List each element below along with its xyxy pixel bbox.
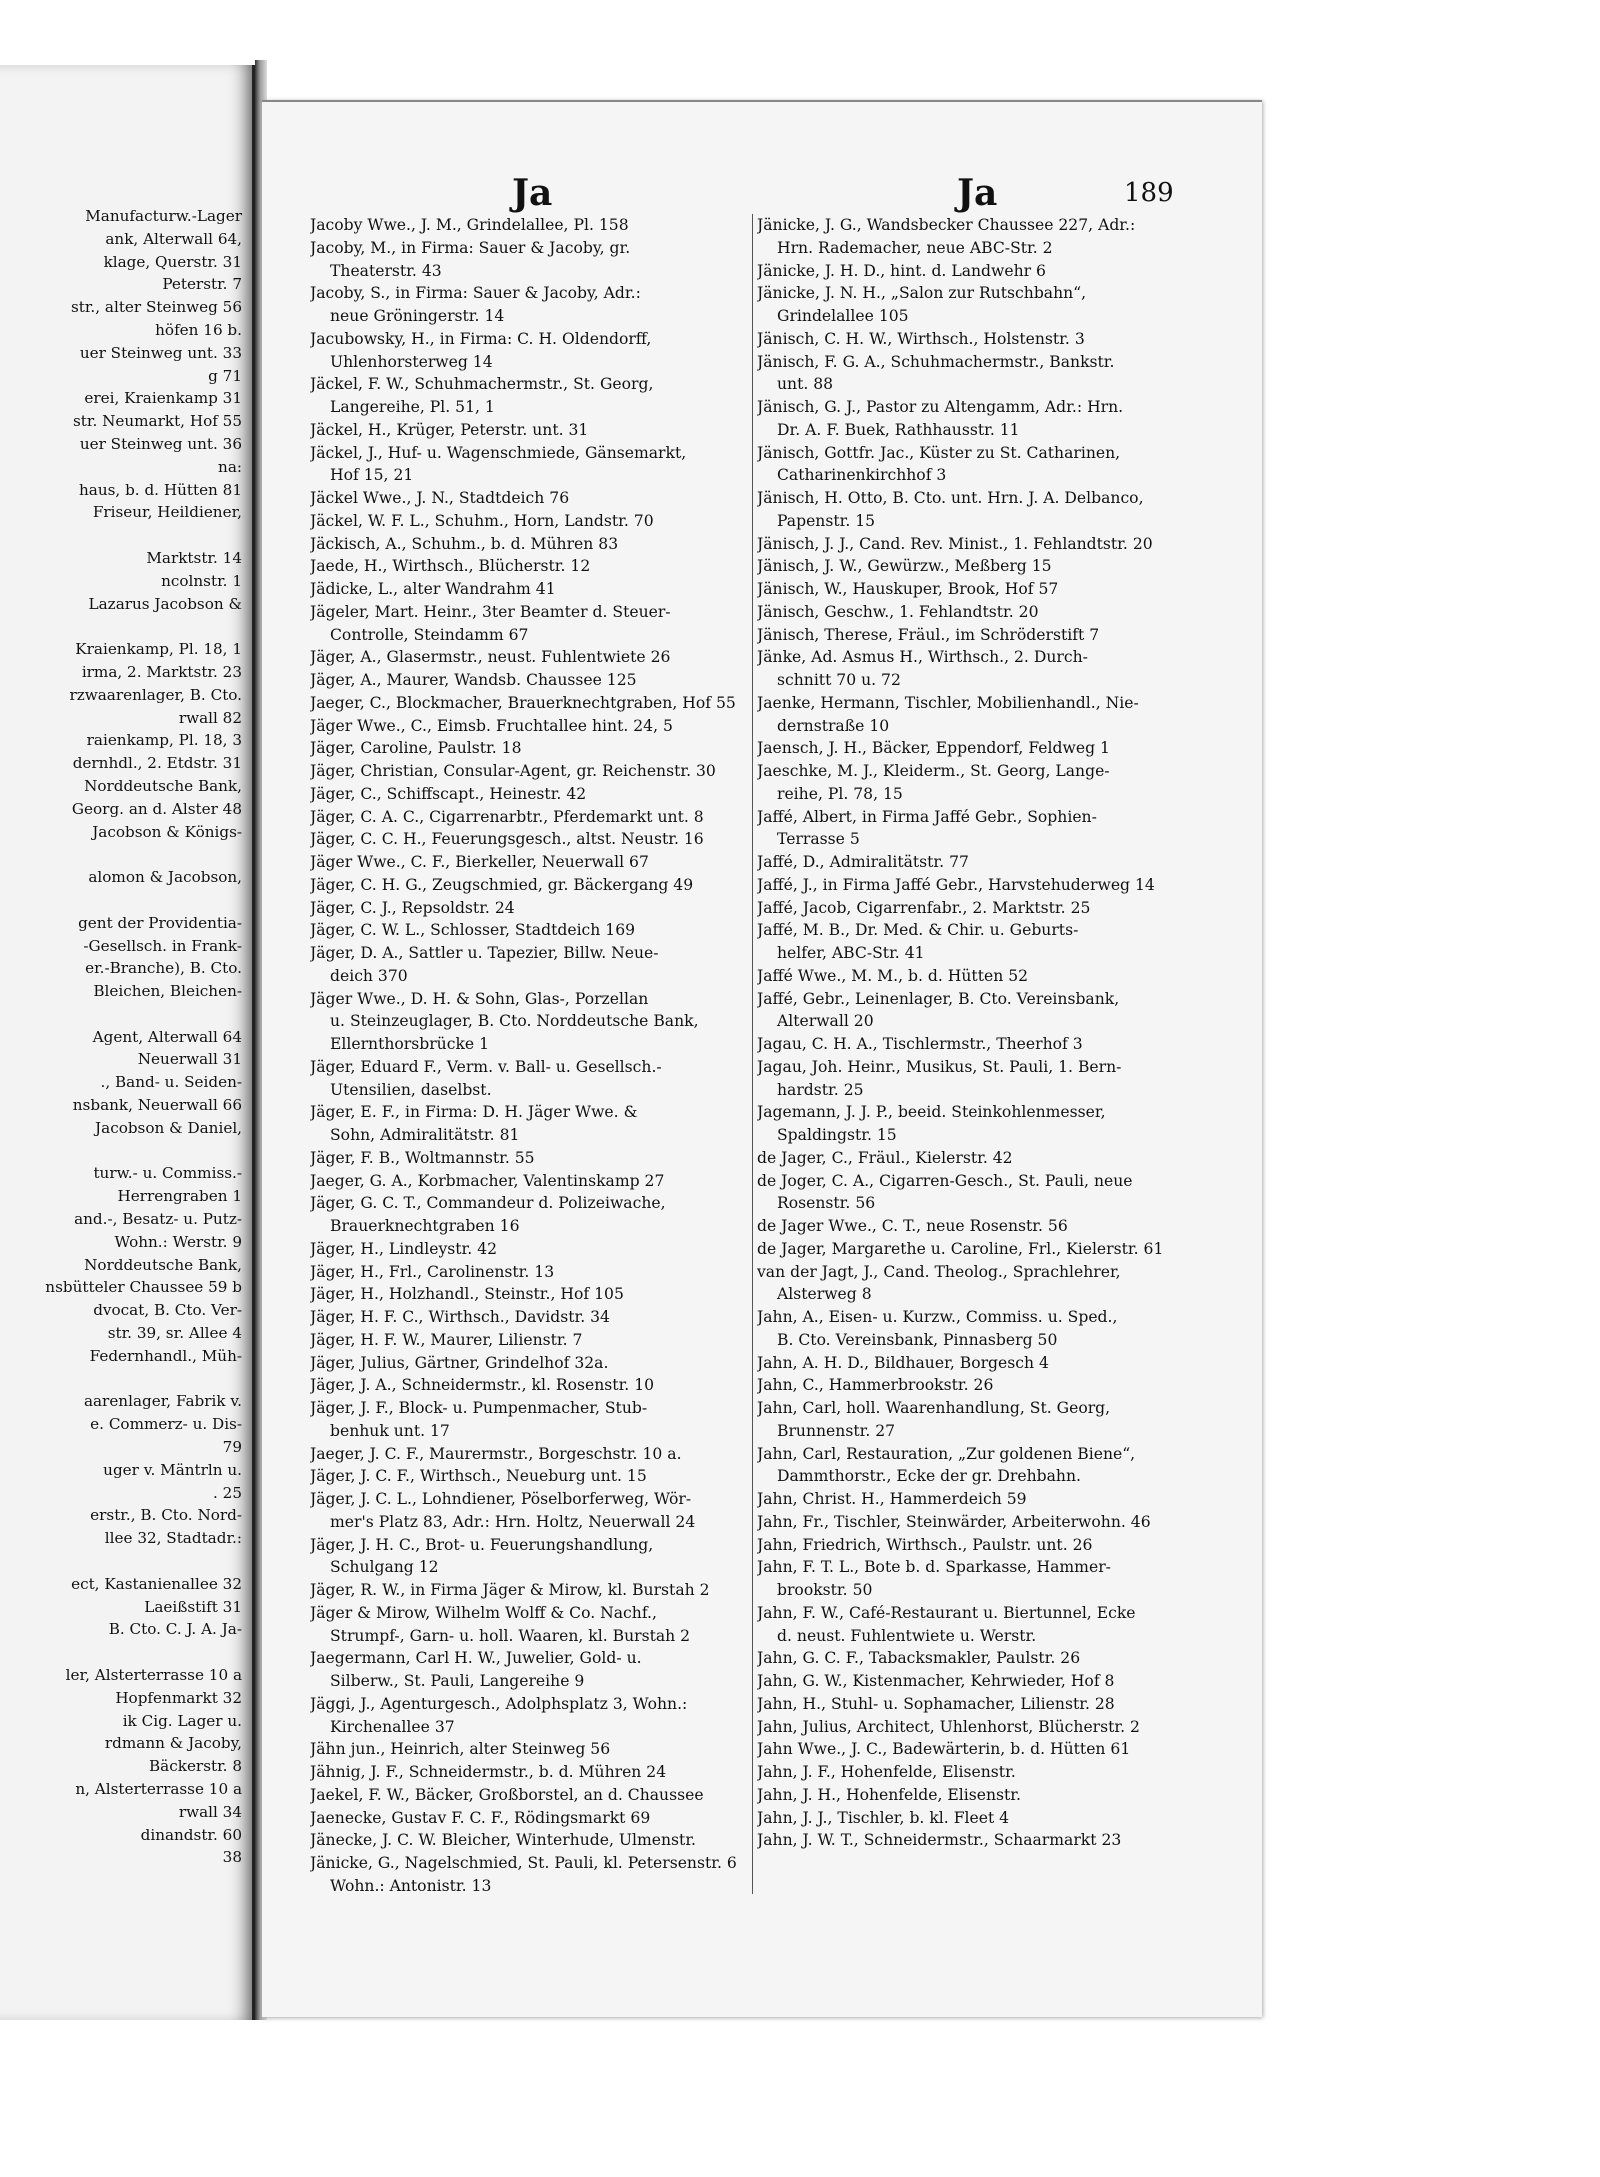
directory-entry-line: . 25 (213, 1483, 242, 1502)
directory-entry-line: ncolnstr. 1 (161, 571, 242, 590)
directory-entry-line: Jäger, J. A., Schneidermstr., kl. Rosenstr. 10 (310, 1376, 655, 1395)
directory-entry-line: Jänicke, J. N. H., „Salon zur Rutschbahn“, (757, 284, 1087, 303)
directory-entry-line: dernhdl., 2. Etdstr. 31 (72, 754, 242, 773)
directory-entry-line: Jahn, Carl, holl. Waarenhandlung, St. Georg, (757, 1399, 1111, 1417)
directory-entry-line: Jäger, C. H. G., Zeugschmied, gr. Bäckergang 49 (310, 875, 694, 894)
directory-entry-line: Jahn, Carl, Restauration, „Zur goldenen Biene“, (757, 1444, 1136, 1463)
directory-entry-line (0, 615, 248, 638)
directory-entry-line: turw.- u. Commiss.- (93, 1164, 242, 1183)
directory-entry-line: Jäger, J. H. C., Brot- u. Feuerungshandlung, (310, 1535, 654, 1554)
directory-entry-line: uer Steinweg unt. 33 (79, 343, 242, 362)
directory-entry-line: Jaffé Wwe., M. M., b. d. Hütten 52 (757, 966, 1029, 985)
directory-entry-line: Norddeutsche Bank, (84, 776, 242, 795)
directory-entry-line: Jänisch, J. J., Cand. Rev. Minist., 1. Fehlandtstr. 20 (757, 534, 1153, 553)
directory-entry-line: Norddeutsche Bank, (84, 1255, 242, 1274)
directory-entry-line: Jäger Wwe., D. H. & Sohn, Glas-, Porzellan (310, 989, 649, 1008)
directory-entry-line: uer Steinweg unt. 36 (79, 434, 242, 453)
directory-entry-line: Jaenecke, Gustav F. C. F., Rödingsmarkt 69 (310, 1808, 651, 1827)
directory-entry-line: Jagemann, J. J. P., beeid. Steinkohlenmesser, (757, 1103, 1106, 1122)
directory-entry-line: Controlle, Steindamm 67 (330, 625, 529, 644)
directory-entry-line: Jaeger, C., Blockmacher, Brauerknechtgraben, Hof 55 (310, 693, 736, 712)
directory-entry-line: Jänisch, H. Otto, B. Cto. unt. Hrn. J. A. Delbanco, (757, 489, 1144, 507)
directory-entry-line: Jäger, Caroline, Paulstr. 18 (310, 739, 522, 758)
directory-entry-line: Jaeschke, M. J., Kleiderm., St. Georg, Lange- (757, 762, 1110, 780)
directory-entry-line: Jaffé, Gebr., Leinenlager, B. Cto. Vereinsbank, (757, 989, 1120, 1008)
directory-entry-line: brookstr. 50 (777, 1581, 873, 1599)
directory-entry-line: Jaffé, M. B., Dr. Med. & Chir. u. Geburts- (757, 921, 1079, 940)
directory-entry-line: rdmann & Jacoby, (104, 1734, 242, 1753)
directory-entry-line: Bäckerstr. 8 (149, 1757, 242, 1776)
directory-entry-line: Federnhandl., Müh- (89, 1346, 242, 1365)
directory-entry-line: neue Gröningerstr. 14 (330, 307, 505, 325)
directory-entry-line: reihe, Pl. 78, 15 (777, 784, 903, 803)
directory-entry-line: Jäger, F. B., Woltmannstr. 55 (310, 1148, 535, 1167)
directory-entry-line: erstr., B. Cto. Nord- (90, 1506, 242, 1525)
directory-entry-line: Jäger, C. C. H., Feuerungsgesch., altst. Neustr. 16 (310, 830, 704, 849)
directory-entry-line: deich 370 (330, 966, 408, 985)
header-left: Ja (512, 172, 553, 214)
directory-entry-line: Jahn, J. F., Hohenfelde, Elisenstr. (757, 1763, 1016, 1781)
directory-entry-line: Jacobson & Königs- (92, 822, 242, 841)
directory-entry-line: str., alter Steinweg 56 (70, 298, 242, 317)
directory-entry-line: and.-, Besatz- u. Putz- (74, 1210, 242, 1229)
directory-entry-line: B. Cto. C. J. A. Ja- (108, 1620, 242, 1639)
directory-entry-line: schnitt 70 u. 72 (777, 671, 901, 689)
directory-entry-line (0, 1003, 248, 1026)
directory-entry-line: Theaterstr. 43 (330, 261, 442, 280)
directory-entry-line: Sohn, Admiralitätstr. 81 (330, 1126, 520, 1144)
directory-entry-line: Grindelallee 105 (777, 307, 909, 325)
directory-entry-line: Manufacturw.-Lager (85, 207, 242, 225)
directory-entry-line: Jahn Wwe., J. C., Badewärterin, b. d. Hütten 61 (757, 1740, 1131, 1759)
directory-entry-line: Jäger, Eduard F., Verm. v. Ball- u. Gesellsch.- (310, 1057, 662, 1076)
directory-entry-line: na: (218, 457, 242, 476)
directory-entry-line: Jädicke, L., alter Wandrahm 41 (310, 580, 556, 598)
directory-entry-line: Laeißstift 31 (144, 1597, 242, 1616)
directory-entry-line: Peterstr. 7 (162, 275, 242, 294)
directory-entry-line: Jagau, C. H. A., Tischlermstr., Theerhof 3 (757, 1035, 1083, 1053)
directory-entry-line: van der Jagt, J., Cand. Theolog., Sprachlehrer, (757, 1262, 1121, 1281)
directory-entry-line: Jahn, C., Hammerbrookstr. 26 (757, 1376, 994, 1395)
directory-entry-line: Hopfenmarkt 32 (115, 1688, 242, 1707)
directory-entry-line: Uhlenhorsterweg 14 (330, 352, 493, 371)
directory-entry-line: Jäger, G. C. T., Commandeur d. Polizeiwache, (310, 1194, 666, 1213)
directory-entry-line: Jäger, A., Maurer, Wandsb. Chaussee 125 (310, 671, 637, 689)
directory-entry-line: Jäckel, F. W., Schuhmachermstr., St. Georg, (310, 375, 654, 394)
directory-entry-line: Alterwall 20 (777, 1012, 874, 1031)
directory-entry-line: Brunnenstr. 27 (777, 1421, 896, 1440)
left-page-column (0, 205, 248, 1869)
directory-entry-line: Langereihe, Pl. 51, 1 (330, 398, 495, 416)
directory-entry-line: de Joger, C. A., Cigarren-Gesch., St. Pauli, neue (757, 1171, 1133, 1190)
directory-entry-line: Herrengraben 1 (117, 1187, 242, 1206)
directory-entry-line: Hrn. Rademacher, neue ABC-Str. 2 (777, 238, 1053, 257)
directory-entry-line: Papenstr. 15 (777, 511, 876, 530)
directory-entry-line: Jahn, F. W., Café-Restaurant u. Biertunnel, Ecke (757, 1603, 1136, 1622)
directory-entry-line: Jäggi, J., Agenturgesch., Adolphsplatz 3, Wohn.: (310, 1694, 688, 1713)
right-page (262, 100, 1262, 2017)
directory-column-right (757, 214, 1197, 1852)
directory-entry-line: rwall 82 (178, 708, 242, 727)
directory-entry-line: 79 (222, 1438, 242, 1457)
directory-entry-line: Jähn jun., Heinrich, alter Steinweg 56 (310, 1740, 611, 1759)
directory-entry-line: Jäger & Mirow, Wilhelm Wolff & Co. Nachf., (310, 1603, 657, 1622)
directory-entry-line: Jahn, F. T. L., Bote b. d. Sparkasse, Hammer- (757, 1558, 1111, 1577)
directory-entry-line: Jänicke, J. H. D., hint. d. Landwehr 6 (757, 261, 1046, 280)
directory-entry-line: 38 (222, 1848, 242, 1867)
directory-entry-line: Jäckel Wwe., J. N., Stadtdeich 76 (310, 489, 570, 507)
directory-entry-line: benhuk unt. 17 (330, 1421, 450, 1440)
directory-entry-line: Jägeler, Mart. Heinr., 3ter Beamter d. Steuer- (310, 602, 671, 621)
directory-entry-line: Jahn, G. W., Kistenmacher, Kehrwieder, Hof 8 (757, 1672, 1115, 1690)
directory-entry-line: Jäger, A., Glasermstr., neust. Fuhlentwiete 26 (310, 648, 671, 667)
directory-entry-line: mer's Platz 83, Adr.: Hrn. Holtz, Neuerwall 24 (330, 1512, 696, 1531)
directory-entry-line: Jäger, C. J., Repsoldstr. 24 (310, 898, 515, 917)
directory-entry-line: Brauerknechtgraben 16 (330, 1217, 520, 1235)
directory-entry-line: Georg. an d. Alster 48 (71, 799, 242, 818)
directory-entry-line: Kraienkamp, Pl. 18, 1 (75, 640, 242, 659)
directory-entry-line: Jäckel, J., Huf- u. Wagenschmiede, Gänsemarkt, (310, 443, 687, 462)
directory-entry-line: rwall 34 (178, 1802, 242, 1821)
directory-entry-line: Jahn, J. J., Tischler, b. kl. Fleet 4 (757, 1808, 1010, 1827)
directory-entry-line: Bleichen, Bleichen- (93, 982, 242, 1001)
directory-entry-line: Alsterweg 8 (777, 1285, 872, 1304)
directory-entry-line (0, 1368, 248, 1391)
directory-entry-line: Friseur, Heildiener, (92, 503, 242, 522)
directory-entry-line: Jäger, H., Lindleystr. 42 (310, 1239, 498, 1258)
directory-entry-line: Jäger, Christian, Consular-Agent, gr. Reichenstr. 30 (310, 762, 716, 780)
directory-entry-line: dvocat, B. Cto. Ver- (93, 1301, 242, 1320)
directory-entry-line: Jacoby, S., in Firma: Sauer & Jacoby, Adr.: (310, 284, 641, 303)
directory-entry-line: Neuerwall 31 (137, 1050, 242, 1069)
directory-entry-line: raienkamp, Pl. 18, 3 (86, 731, 242, 750)
directory-entry-line (0, 843, 248, 866)
directory-entry-line: Kirchenallee 37 (330, 1717, 455, 1736)
directory-entry-line: erei, Kraienkamp 31 (84, 389, 242, 408)
directory-entry-line: helfer, ABC-Str. 41 (777, 944, 925, 962)
directory-entry-line: Jänisch, J. W., Gewürzw., Meßberg 15 (757, 557, 1052, 576)
directory-entry-line: dinandstr. 60 (140, 1825, 242, 1844)
directory-column-left (310, 214, 750, 1898)
directory-entry-line: Jaeger, J. C. F., Maurermstr., Borgeschstr. 10 a. (310, 1444, 682, 1463)
directory-entry-line: Jänisch, Gottfr. Jac., Küster zu St. Catharinen, (757, 443, 1121, 462)
directory-entry-line: g 71 (208, 366, 242, 385)
directory-entry-line: Jänisch, W., Hauskuper, Brook, Hof 57 (757, 580, 1059, 598)
directory-entry-line: Jäger, C., Schiffscapt., Heinestr. 42 (310, 784, 587, 803)
directory-entry-line: ect, Kastanienallee 32 (71, 1574, 242, 1593)
directory-entry-line: ik Cig. Lager u. (122, 1711, 242, 1730)
directory-entry-line: ank, Alterwall 64, (105, 229, 242, 248)
directory-entry-line: Wohn.: Antonistr. 13 (330, 1876, 492, 1895)
directory-entry-line: klage, Querstr. 31 (103, 252, 242, 271)
directory-entry-line: Jänisch, C. H. W., Wirthsch., Holstenstr. 3 (757, 329, 1085, 348)
directory-entry-line: Jahn, J. W. T., Schneidermstr., Schaarmarkt 23 (757, 1831, 1122, 1850)
directory-entry-line: Jahn, A., Eisen- u. Kurzw., Commiss. u. Sped., (757, 1308, 1118, 1326)
directory-entry-line (0, 1550, 248, 1573)
left-page (0, 65, 255, 2020)
directory-entry-line: dernstraße 10 (777, 716, 890, 735)
directory-entry-line: Utensilien, daselbst. (330, 1080, 492, 1099)
directory-entry-line: Jaffé, J., in Firma Jaffé Gebr., Harvstehuderweg 14 (757, 875, 1155, 894)
directory-entry-line: Wohn.: Werstr. 9 (114, 1232, 242, 1251)
directory-entry-line: höfen 16 b. (155, 320, 242, 339)
page-number: 189 (1124, 178, 1174, 208)
directory-entry-line: Jäger, H., Holzhandl., Steinstr., Hof 105 (310, 1285, 624, 1304)
directory-entry-line: Jäckisch, A., Schuhm., b. d. Mühren 83 (310, 534, 619, 553)
directory-entry-line: Dammthorstr., Ecke der gr. Drehbahn. (777, 1467, 1081, 1486)
directory-entry-line: B. Cto. Vereinsbank, Pinnasberg 50 (777, 1330, 1058, 1349)
directory-entry-line: Jänke, Ad. Asmus H., Wirthsch., 2. Durch- (757, 648, 1088, 667)
directory-entry-line: Jänisch, Geschw., 1. Fehlandtstr. 20 (757, 602, 1039, 621)
directory-entry-line: Jaegermann, Carl H. W., Juwelier, Gold- u. (310, 1649, 642, 1668)
directory-entry-line: haus, b. d. Hütten 81 (79, 480, 242, 499)
directory-entry-line: Schulgang 12 (330, 1558, 439, 1577)
directory-entry-line: Rosenstr. 56 (777, 1194, 876, 1213)
directory-entry-line (0, 889, 248, 912)
directory-entry-line: Jähnig, J. F., Schneidermstr., b. d. Mühren 24 (310, 1763, 667, 1781)
directory-entry-line: Jaede, H., Wirthsch., Blücherstr. 12 (310, 557, 591, 576)
directory-entry-line: Jäger, J. C. F., Wirthsch., Neueburg unt. 15 (310, 1467, 647, 1486)
directory-entry-line: unt. 88 (777, 375, 834, 394)
directory-entry-line: u. Steinzeuglager, B. Cto. Norddeutsche Bank, (330, 1012, 699, 1031)
directory-entry-line: Jacobson & Daniel, (95, 1118, 242, 1137)
directory-entry-line: e. Commerz- u. Dis- (90, 1415, 242, 1434)
directory-entry-line: Jäger, H. F. C., Wirthsch., Davidstr. 34 (310, 1308, 610, 1326)
directory-entry-line: Jaffé, Albert, in Firma Jaffé Gebr., Sophien- (757, 807, 1097, 826)
directory-entry-line: Jäger, C. A. C., Cigarrenarbtr., Pferdemarkt unt. 8 (310, 807, 704, 826)
directory-entry-line: de Jager, Margarethe u. Caroline, Frl., Kielerstr. 61 (757, 1239, 1164, 1258)
directory-entry-line: ler, Alsterterrasse 10 a (65, 1666, 242, 1684)
directory-entry-line: Lazarus Jacobson & (88, 594, 242, 613)
directory-entry-line: Strumpf-, Garn- u. holl. Waaren, kl. Burstah 2 (330, 1626, 691, 1645)
directory-entry-line: Catharinenkirchhof 3 (777, 466, 947, 485)
directory-entry-line (0, 1641, 248, 1664)
directory-entry-line: irma, 2. Marktstr. 23 (81, 662, 242, 681)
directory-entry-line: -Gesellsch. in Frank- (83, 936, 242, 955)
directory-entry-line: Jahn, Friedrich, Wirthsch., Paulstr. unt. 26 (757, 1535, 1093, 1554)
directory-entry-line: Jäger, R. W., in Firma Jäger & Mirow, kl. Burstah 2 (310, 1581, 710, 1599)
directory-entry-line: llee 32, Stadtadr.: (104, 1529, 242, 1548)
directory-entry-line: Silberw., St. Pauli, Langereihe 9 (330, 1672, 585, 1690)
directory-entry-line: Jänisch, Therese, Fräul., im Schröderstift 7 (757, 625, 1100, 644)
directory-entry-line: d. neust. Fuhlentwiete u. Werstr. (777, 1626, 1037, 1645)
directory-entry-line: Agent, Alterwall 64 (92, 1027, 242, 1046)
directory-entry-line: Jäckel, W. F. L., Schuhm., Horn, Landstr. 70 (310, 511, 654, 530)
directory-entry-line: Hof 15, 21 (330, 466, 414, 485)
directory-entry-line: Jacoby Wwe., J. M., Grindelallee, Pl. 158 (310, 216, 629, 234)
directory-entry-line: Jahn, Julius, Architect, Uhlenhorst, Blücherstr. 2 (757, 1717, 1140, 1736)
directory-entry-line: Jäckel, H., Krüger, Peterstr. unt. 31 (310, 420, 589, 439)
directory-entry-line: Jäger, J. C. L., Lohndiener, Pöselborferweg, Wör- (310, 1490, 692, 1508)
directory-entry-line: Jäger, E. F., in Firma: D. H. Jäger Wwe. & (310, 1103, 638, 1122)
column-divider (752, 214, 753, 1894)
directory-entry-line: gent der Providentia- (78, 913, 242, 932)
directory-entry-line: hardstr. 25 (777, 1080, 864, 1099)
directory-entry-line: de Jager, C., Fräul., Kielerstr. 42 (757, 1148, 1013, 1167)
directory-entry-line: Jaffé, D., Admiralitätstr. 77 (757, 853, 969, 871)
directory-entry-line: Marktstr. 14 (146, 548, 242, 567)
directory-entry-line: Jäger, D. A., Sattler u. Tapezier, Billw. Neue- (310, 944, 659, 962)
directory-entry-line: uger v. Mäntrln u. (103, 1460, 242, 1479)
header-right: Ja (957, 172, 998, 214)
directory-entry-line: Jagau, Joh. Heinr., Musikus, St. Pauli, 1. Bern- (757, 1057, 1122, 1076)
directory-entry-line: aarenlager, Fabrik v. (83, 1392, 242, 1411)
directory-entry-line: Jänicke, G., Nagelschmied, St. Pauli, kl. Petersenstr. 6 (310, 1854, 737, 1872)
directory-entry-line: Jaensch, J. H., Bäcker, Eppendorf, Feldweg 1 (757, 739, 1110, 758)
directory-entry-line: Jahn, A. H. D., Bildhauer, Borgesch 4 (757, 1353, 1049, 1372)
directory-entry-line: Jahn, H., Stuhl- u. Sophamacher, Lilienstr. 28 (757, 1694, 1115, 1713)
directory-entry-line: Jäger Wwe., C., Eimsb. Fruchtallee hint. 24, 5 (310, 716, 673, 735)
directory-entry-line: Jaeger, G. A., Korbmacher, Valentinskamp 27 (310, 1171, 665, 1190)
directory-entry-line: Terrasse 5 (777, 830, 860, 849)
directory-entry-line: Jahn, G. C. F., Tabacksmakler, Paulstr. 26 (757, 1649, 1081, 1668)
directory-entry-line: Jäger, H., Frl., Carolinenstr. 13 (310, 1262, 555, 1281)
directory-entry-line: er.-Branche), B. Cto. (85, 959, 242, 978)
directory-entry-line: Jänecke, J. C. W. Bleicher, Winterhude, Ulmenstr. (310, 1831, 697, 1850)
directory-entry-line: Jänisch, F. G. A., Schuhmachermstr., Bankstr. (757, 352, 1115, 371)
directory-entry-line (0, 524, 248, 547)
directory-entry-line (0, 1140, 248, 1163)
directory-entry-line: Jahn, J. H., Hohenfelde, Elisenstr. (757, 1785, 1021, 1804)
directory-entry-line: Jaffé, Jacob, Cigarrenfabr., 2. Marktstr. 25 (757, 898, 1091, 917)
directory-entry-line: n, Alsterterrasse 10 a (75, 1779, 242, 1798)
directory-entry-line: str. 39, sr. Allee 4 (107, 1324, 242, 1343)
directory-entry-line: Spaldingstr. 15 (777, 1126, 897, 1144)
directory-entry-line: Jahn, Fr., Tischler, Steinwärder, Arbeiterwohn. 46 (757, 1512, 1151, 1531)
directory-entry-line: Jäger, Julius, Gärtner, Grindelhof 32a. (310, 1353, 609, 1372)
directory-entry-line: rzwaarenlager, B. Cto. (69, 685, 242, 704)
directory-entry-line: str. Neumarkt, Hof 55 (72, 412, 242, 431)
directory-entry-line: Ellernthorsbrücke 1 (330, 1035, 490, 1053)
directory-entry-line: Jäger, H. F. W., Maurer, Lilienstr. 7 (310, 1330, 583, 1349)
directory-entry-line: Jacubowsky, H., in Firma: C. H. Oldendorff, (310, 329, 652, 348)
directory-entry-line: Jänicke, J. G., Wandsbecker Chaussee 227, Adr.: (757, 216, 1136, 234)
directory-entry-line: Jaekel, F. W., Bäcker, Großborstel, an d. Chaussee (310, 1785, 704, 1804)
directory-entry-line: Jäger, J. F., Block- u. Pumpenmacher, Stub- (310, 1399, 648, 1417)
directory-entry-line: Jaenke, Hermann, Tischler, Mobilienhandl., Nie- (757, 693, 1139, 712)
directory-entry-line: alomon & Jacobson, (88, 868, 242, 887)
directory-entry-line: Jäger, C. W. L., Schlosser, Stadtdeich 169 (310, 921, 636, 940)
directory-entry-line: nsbütteler Chaussee 59 b (45, 1278, 242, 1297)
directory-entry-line: ., Band- u. Seiden- (100, 1073, 242, 1092)
directory-entry-line: nsbank, Neuerwall 66 (72, 1096, 242, 1115)
directory-entry-line: Jacoby, M., in Firma: Sauer & Jacoby, gr. (310, 238, 631, 257)
directory-entry-line: Jahn, Christ. H., Hammerdeich 59 (757, 1490, 1027, 1508)
directory-entry-line: de Jager Wwe., C. T., neue Rosenstr. 56 (757, 1217, 1068, 1235)
directory-entry-line: Jäger Wwe., C. F., Bierkeller, Neuerwall 67 (310, 853, 649, 871)
directory-entry-line: Dr. A. F. Buek, Rathhausstr. 11 (777, 420, 1020, 439)
directory-entry-line: Jänisch, G. J., Pastor zu Altengamm, Adr.: Hrn. (757, 398, 1124, 416)
